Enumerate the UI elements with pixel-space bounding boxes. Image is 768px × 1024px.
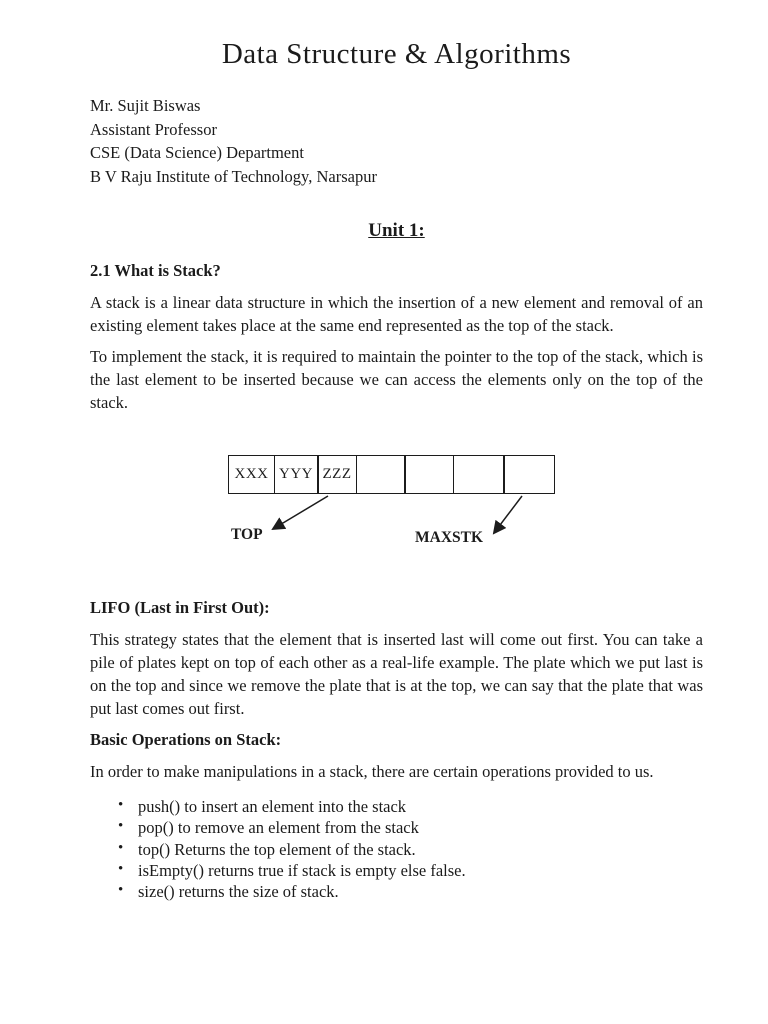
section-heading-what-is-stack: 2.1 What is Stack? [90,261,221,280]
list-item [90,839,703,860]
bullet-icon: • [118,839,124,856]
bullet-icon: • [118,818,124,835]
list-item-text: isEmpty() returns true if stack is empty else false. [138,860,466,880]
stack-cell: YYY [274,455,319,494]
page-title: Data Structure & Algorithms [221,38,572,70]
paragraph-stack-definition: A stack is a linear data structure in which the insertion of a new element and removal of an existing element takes place at the same end represented as the top of the stack. [90,293,703,335]
author-block [90,94,703,188]
author-institute: B V Raju Institute of Technology, Narsapur [90,166,377,186]
section-heading-operations: Basic Operations on Stack: [90,730,282,749]
list-item-text: top() Returns the top element of the stack. [138,839,416,859]
operations-list [90,796,703,902]
stack-cell: XXX [228,455,275,494]
list-item [90,817,703,838]
stack-cell: ZZZ [317,455,357,494]
author-department: CSE (Data Science) Department [90,143,304,162]
bullet-icon: • [118,797,124,813]
maxstk-pointer-label: MAXSTK [415,529,484,546]
paragraph-operations-intro: In order to make manipulations in a stack, there are certain operations provided to us. [90,762,654,781]
list-item [90,796,703,817]
author-role: Assistant Professor [90,119,217,139]
pointer-arrows [90,455,703,575]
stack-array-figure [90,455,703,575]
list-item-text: push() to insert an element into the stack [138,797,407,816]
author-name: Mr. Sujit Biswas [90,96,201,115]
list-item-text: pop() to remove an element from the stack [138,818,419,838]
list-item [90,860,703,881]
unit-heading: Unit 1: [368,220,425,241]
maxstk-arrow [494,496,522,533]
top-pointer-label: TOP [231,526,263,543]
list-item [90,881,703,902]
section-heading-lifo: LIFO (Last in First Out): [90,598,270,617]
top-arrow [273,496,328,529]
paragraph-stack-pointer: To implement the stack, it is required to maintain the pointer to the top of the stack, which is the last element to be inserted because we can access the elements only on the top of the stack. [90,347,703,412]
paragraph-lifo: This strategy states that the element that is inserted last will come out first. You can take a pile of plates kept on top of each other as a real-life example. The plate which we put last is on the top and since we remove the plate that is at the top, we can say that the plate that was put last comes out first. [90,630,703,718]
bullet-icon: • [118,882,124,899]
bullet-icon: • [118,860,124,877]
list-item-text: size() returns the size of stack. [138,882,339,902]
